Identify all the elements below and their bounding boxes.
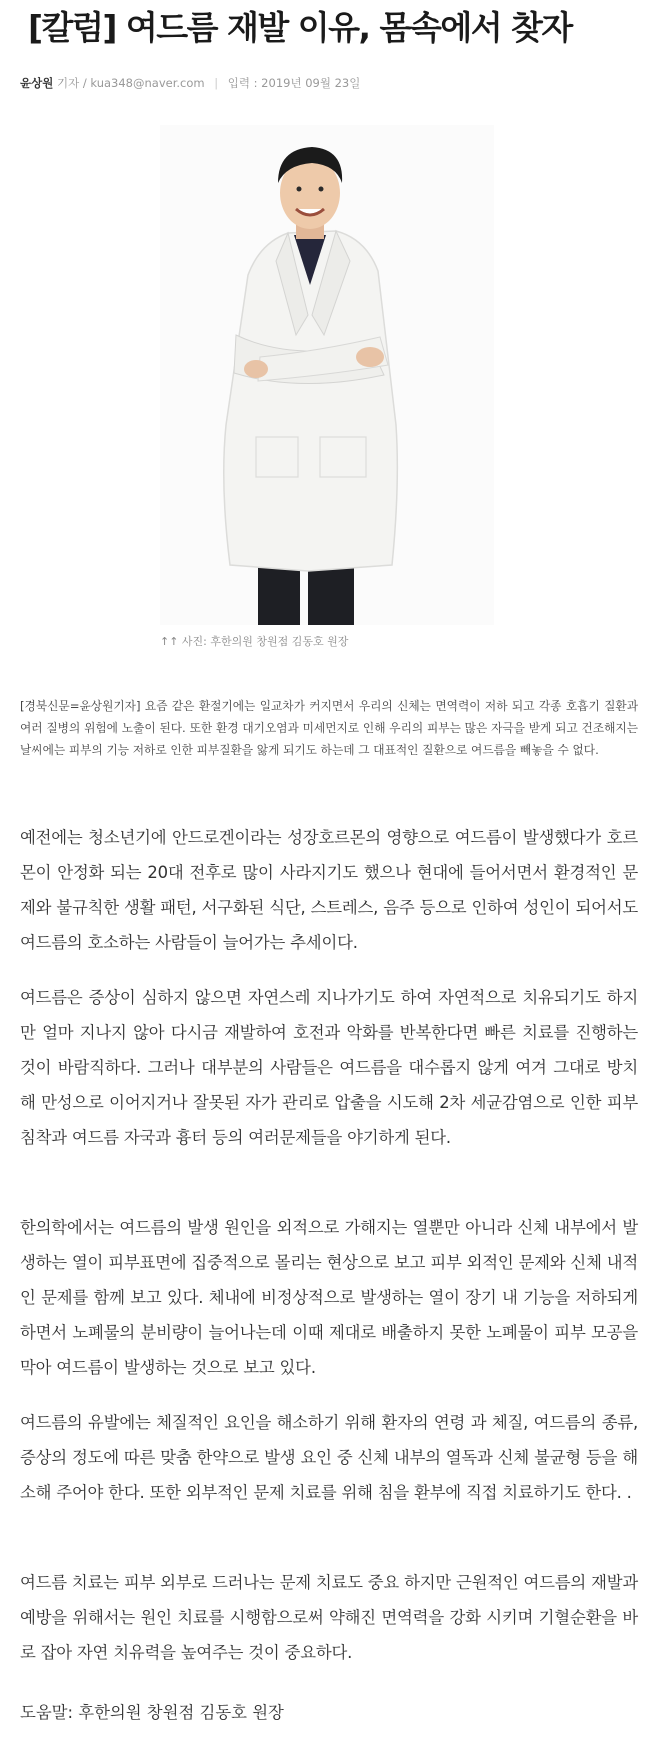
article-photo — [160, 125, 494, 625]
body-paragraph: 여드름 치료는 피부 외부로 드러나는 문제 치료도 중요 하지만 근원적인 여드름의 재발과 예방을 위해서는 원인 치료를 시행함으로써 약해진 면역력을 강화 시키며 기혈순환을 바로 잡아 자연 치유력을 높여주는 것이 중요하다. — [20, 1573, 638, 1662]
photo-caption: ↑↑ 사진: 후한의원 창원점 김동호 원장 — [160, 635, 349, 648]
body-paragraph: 예전에는 청소년기에 안드로겐이라는 성장호르몬의 영향으로 여드름이 발생했다가 호르몬이 안정화 되는 20대 전후로 많이 사라지기도 했으나 현대에 들어서면서 환경적인 문제와 불규칙한 생활 패턴, 서구화된 식단, 스트레스, 음주 등으로 인하여 성인이 되어서도 여드름의 호소하는 사람들이 늘어가는 추세이다. — [20, 828, 638, 952]
body-paragraph: 한의학에서는 여드름의 발생 원인을 외적으로 가해지는 열뿐만 아니라 신체 내부에서 발생하는 열이 피부표면에 집중적으로 몰리는 현상으로 보고 피부 외적인 문제와 신체 내적인 문제를 함께 보고 있다. 체내에 비정상적으로 발생하는 열이 장기 내 기능을 저하되게 하면서 노폐물의 분비량이 늘어나는데 이때 제대로 배출하지 못한 노폐물이 피부 모공을 막아 여드름이 발생하는 것으로 보고 있다. — [20, 1218, 638, 1377]
meta-slash: / — [82, 76, 91, 90]
meta-divider: | — [214, 76, 219, 90]
author-role: 기자 — [56, 76, 80, 90]
author-name[interactable]: 윤상원 — [20, 76, 54, 90]
help-credit: 도움말: 후한의원 창원점 김동호 원장 — [20, 1703, 284, 1722]
doctor-photo-illustration — [160, 125, 494, 625]
article-meta — [20, 75, 360, 91]
article-date: 입력 : 2019년 09월 23일 — [227, 76, 361, 90]
article-title: [칼럼] 여드름 재발 이유, 몸속에서 찾자 — [28, 8, 572, 47]
author-email[interactable]: kua348@naver.com — [90, 76, 205, 90]
body-paragraph: 여드름의 유발에는 체질적인 요인을 해소하기 위해 환자의 연령 과 체질, 여드름의 종류, 증상의 정도에 따른 맞춤 한약으로 발생 요인 중 신체 내부의 열독과 신체 불균형 등을 해소해 주어야 한다. 또한 외부적인 문제 치료를 위해 침을 환부에 직접 치료하기도 한다. . — [20, 1413, 638, 1502]
lead-paragraph: [경북신문=윤상원기자] 요즘 같은 환절기에는 일교차가 커지면서 우리의 신체는 면역력이 저하 되고 각종 호흡기 질환과 여러 질병의 위험에 노출이 된다. 또한 환경 대기오염과 미세먼지로 인해 우리의 피부는 많은 자극을 받게 되고 건조해지는 날씨에는 피부의 기능 저하로 인한 피부질환을 앓게 되기도 하는데 그 대표적인 질환으로 여드름을 빼놓을 수 없다. — [20, 699, 638, 757]
body-paragraph: 여드름은 증상이 심하지 않으면 자연스레 지나가기도 하여 자연적으로 치유되기도 하지만 얼마 지나지 않아 다시금 재발하여 호전과 악화를 반복한다면 빠른 치료를 진행하는 것이 바람직하다. 그러나 대부분의 사람들은 여드름을 대수롭지 않게 여겨 그대로 방치 해 만성으로 이어지거나 잘못된 자가 관리로 압출을 시도해 2차 세균감염으로 인한 피부 침착과 여드름 자국과 흉터 등의 여러문제들을 야기하게 된다. — [20, 988, 638, 1147]
